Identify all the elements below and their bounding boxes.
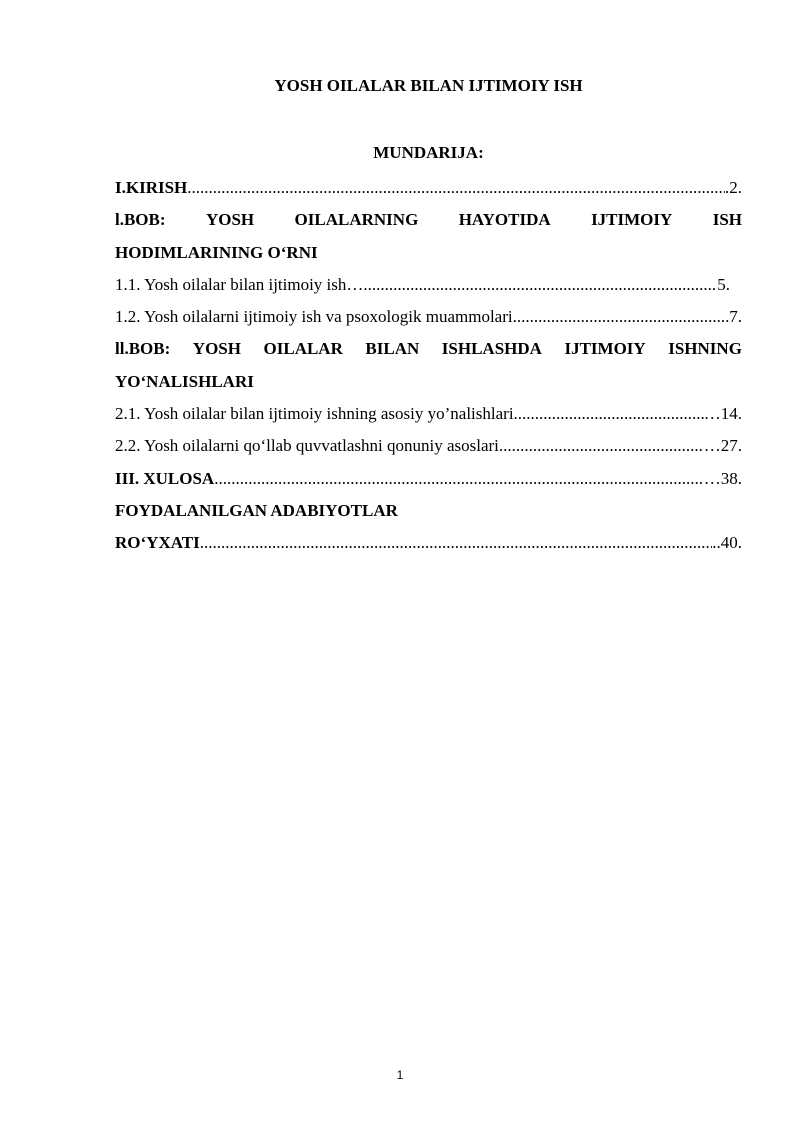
toc-leader: [187, 172, 725, 204]
toc-entry-bob2[interactable]: [115, 333, 742, 365]
toc-word: YOSH: [192, 339, 241, 359]
toc-word: ISH: [712, 210, 742, 230]
toc-word: YOSH: [205, 210, 255, 230]
toc-leader: [363, 269, 717, 301]
toc-entry-page: …27.: [703, 436, 742, 456]
toc-entry-page: .2.: [725, 178, 742, 197]
document-title: YOSH OILALAR BILAN IJTIMOIY ISH: [274, 76, 583, 95]
toc-entry-bob1-continuation: HODIMLARINING O‘RNI: [115, 242, 318, 262]
toc-entry-label: 2.2. Yosh oilalarni qo‘llab quvvatlashni qonuniy asoslari: [115, 436, 499, 456]
toc-entry-adabiyotlar[interactable]: FOYDALANILGAN ADABIYOTLAR: [115, 500, 398, 520]
toc-entry-xulosa[interactable]: [115, 463, 742, 495]
toc-heading: MUNDARIJA:: [373, 143, 484, 162]
toc-entry-2-1[interactable]: [115, 398, 742, 430]
toc-entry-label: III. XULOSA: [115, 468, 215, 488]
toc-word: ll.BOB:: [115, 339, 171, 359]
toc-leader: [514, 398, 704, 430]
toc-word: OILALAR: [263, 339, 343, 359]
toc-word: ISHLASHDA: [441, 339, 542, 359]
toc-entry-1-1[interactable]: [115, 269, 730, 301]
table-of-contents: [115, 172, 742, 560]
toc-entry-page: 7.: [729, 307, 742, 327]
toc-leader: [200, 527, 713, 559]
toc-word: ISHNING: [668, 339, 742, 359]
toc-word: OILALARNING: [294, 210, 419, 230]
toc-entry-label: RO‘YXATI: [115, 533, 200, 553]
toc-entry-bob1[interactable]: [115, 204, 742, 236]
toc-entry-label: 1.1. Yosh oilalar bilan ijtimoiy ish…: [115, 274, 364, 294]
toc-entry-page: …14.: [703, 404, 742, 424]
page-number: 1: [396, 1068, 404, 1082]
toc-entry-label: 2.1. Yosh oilalar bilan ijtimoiy ishning asosiy yo’nalishlari: [115, 404, 514, 424]
toc-word: IJTIMOIY: [591, 210, 673, 230]
toc-word: HAYOTIDA: [458, 210, 551, 230]
document-page: [115, 0, 742, 1131]
toc-entry-1-2[interactable]: [115, 301, 742, 333]
toc-word: l.BOB:: [115, 210, 166, 230]
toc-leader: [513, 301, 730, 333]
toc-entry-kirish[interactable]: [115, 172, 742, 204]
toc-leader: [214, 463, 704, 495]
toc-entry-label: I.KIRISH: [115, 178, 188, 197]
toc-entry-label: 1.2. Yosh oilalarni ijtimoiy ish va psoxologik muammolari: [115, 307, 513, 327]
toc-entry-page: 5.: [717, 274, 730, 294]
toc-entry-2-2[interactable]: [115, 430, 742, 462]
toc-entry-bob2-continuation: YO‘NALISHLARI: [115, 371, 254, 391]
toc-entry-page: ..40.: [712, 533, 742, 553]
toc-entry-page: …38.: [703, 468, 742, 488]
toc-entry-royxati[interactable]: [115, 527, 742, 559]
toc-leader: [499, 430, 704, 462]
toc-word: BILAN: [365, 339, 420, 359]
toc-word: IJTIMOIY: [564, 339, 646, 359]
